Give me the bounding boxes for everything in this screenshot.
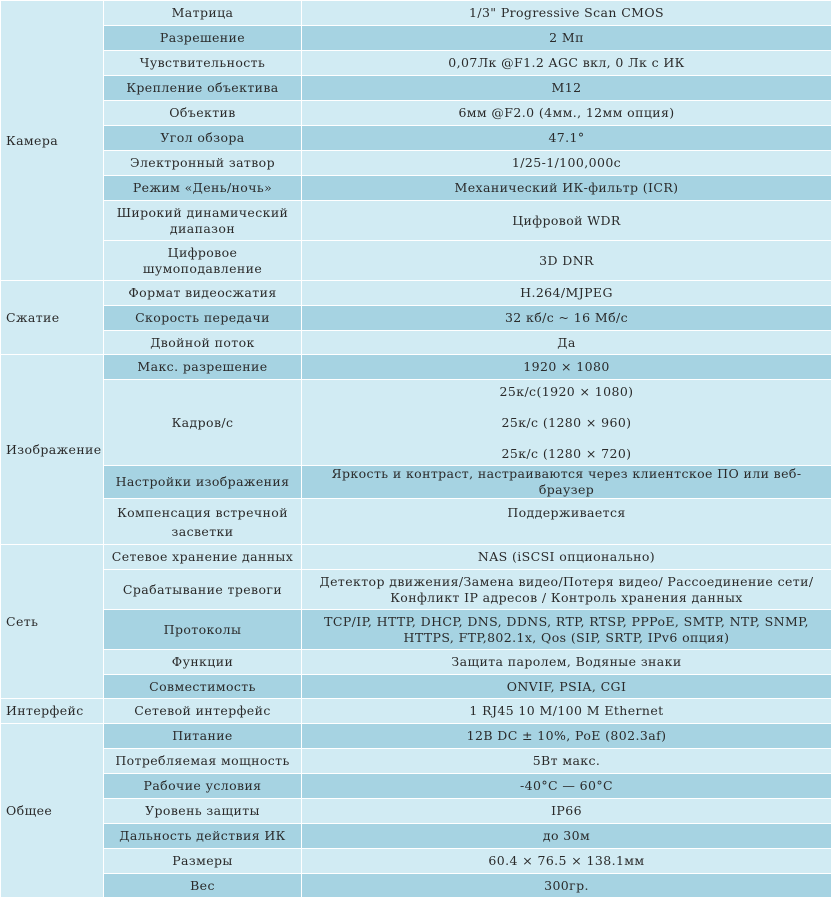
param-value: -40°C — 60°C xyxy=(302,774,831,799)
table-row xyxy=(1,610,831,650)
fps-value: 25к/с (1280 × 720) xyxy=(306,446,827,462)
param-label: Совместимость xyxy=(104,675,302,699)
param-value: 12В DC ± 10%, PoE (802.3af) xyxy=(302,724,831,749)
table-row xyxy=(1,749,831,774)
param-value: NAS (iSCSI опционально) xyxy=(302,545,831,570)
table-row xyxy=(1,570,831,610)
param-label: Чувствительность xyxy=(104,51,302,76)
table-row xyxy=(1,849,831,874)
table-row xyxy=(1,466,831,499)
param-value: 5Вт макс. xyxy=(302,749,831,774)
param-value: 2 Мп xyxy=(302,26,831,51)
param-value: Цифровой WDR xyxy=(302,201,831,241)
param-value: 1920 × 1080 xyxy=(302,355,831,380)
param-value: Яркость и контраст, настраиваются через клиентское ПО или веб-браузер xyxy=(302,466,831,499)
table-row xyxy=(1,151,831,176)
param-value: 32 кб/с ~ 16 Мб/с xyxy=(302,306,831,331)
table-row xyxy=(1,76,831,101)
table-row xyxy=(1,306,831,331)
table-row xyxy=(1,281,831,306)
param-value: Механический ИК-фильтр (ICR) xyxy=(302,176,831,201)
param-value: 1 RJ45 10 M/100 M Ethernet xyxy=(302,699,831,724)
group-camera: Камера xyxy=(1,1,104,281)
param-label: Скорость передачи xyxy=(104,306,302,331)
param-value: M12 xyxy=(302,76,831,101)
param-value: 6мм @F2.0 (4мм., 12мм опция) xyxy=(302,101,831,126)
table-row xyxy=(1,724,831,749)
param-label: Широкий динамический диапазон xyxy=(104,201,302,241)
param-label: Уровень защиты xyxy=(104,799,302,824)
param-label: Двойной поток xyxy=(104,331,302,355)
table-row xyxy=(1,201,831,241)
param-value: 1/3" Progressive Scan CMOS xyxy=(302,1,831,26)
table-row xyxy=(1,126,831,151)
param-value: 47.1° xyxy=(302,126,831,151)
param-value: 3D DNR xyxy=(302,241,831,281)
param-label: Матрица xyxy=(104,1,302,26)
param-label: Дальность действия ИК xyxy=(104,824,302,849)
param-label: Срабатывание тревоги xyxy=(104,570,302,610)
param-label: Кадров/с xyxy=(104,380,302,466)
param-label: Разрешение xyxy=(104,26,302,51)
param-label: Крепление объектива xyxy=(104,76,302,101)
table-row xyxy=(1,26,831,51)
table-row xyxy=(1,176,831,201)
param-value: 1/25-1/100,000с xyxy=(302,151,831,176)
table-row xyxy=(1,774,831,799)
param-value: 300гр. xyxy=(302,874,831,898)
table-row xyxy=(1,331,831,355)
group-image: Изображение xyxy=(1,355,104,545)
param-label: Цифровое шумоподавление xyxy=(104,241,302,281)
param-label: Протоколы xyxy=(104,610,302,650)
param-label: Режим «День/ночь» xyxy=(104,176,302,201)
param-label: Угол обзора xyxy=(104,126,302,151)
table-row xyxy=(1,545,831,570)
param-label: Потребляемая мощность xyxy=(104,749,302,774)
param-label: Сетевой интерфейс xyxy=(104,699,302,724)
table-row xyxy=(1,51,831,76)
param-value: до 30м xyxy=(302,824,831,849)
table-row xyxy=(1,1,831,26)
param-label: Питание xyxy=(104,724,302,749)
param-label: Макс. разрешение xyxy=(104,355,302,380)
param-label: Сетевое хранение данных xyxy=(104,545,302,570)
param-value: TCP/IP, HTTP, DHCP, DNS, DDNS, RTP, RTSP, PPPoE, SMTP, NTP, SNMP, HTTPS, FTP,802.1x, Qos (SIP, SRTP, IPv6 опция) xyxy=(302,610,831,650)
param-label: Вес xyxy=(104,874,302,898)
table-row xyxy=(1,699,831,724)
table-row xyxy=(1,355,831,380)
param-value: Поддерживается xyxy=(302,499,831,545)
param-value: IP66 xyxy=(302,799,831,824)
table-row xyxy=(1,799,831,824)
table-row xyxy=(1,499,831,545)
param-label: Компенсация встречной засветки xyxy=(104,499,302,545)
group-compression: Сжатие xyxy=(1,281,104,355)
group-interface: Интерфейс xyxy=(1,699,104,724)
group-network: Сеть xyxy=(1,545,104,699)
param-value: Защита паролем, Водяные знаки xyxy=(302,650,831,675)
fps-value: 25к/с(1920 × 1080) xyxy=(306,384,827,400)
param-label: Формат видеосжатия xyxy=(104,281,302,306)
table-row xyxy=(1,874,831,898)
param-label: Рабочие условия xyxy=(104,774,302,799)
param-value: Да xyxy=(302,331,831,355)
param-label: Функции xyxy=(104,650,302,675)
param-value-list xyxy=(302,380,831,466)
table-row xyxy=(1,380,831,466)
param-label: Электронный затвор xyxy=(104,151,302,176)
param-value: 0,07Лк @F1.2 AGC вкл, 0 Лк с ИК xyxy=(302,51,831,76)
table-row xyxy=(1,101,831,126)
group-general: Общее xyxy=(1,724,104,898)
table-row xyxy=(1,824,831,849)
fps-value: 25к/с (1280 × 960) xyxy=(306,415,827,431)
param-value: 60.4 × 76.5 × 138.1мм xyxy=(302,849,831,874)
param-value: H.264/MJPEG xyxy=(302,281,831,306)
table-row xyxy=(1,675,831,699)
param-value: Детектор движения/Замена видео/Потеря видео/ Рассоединение сети/ Конфликт IP адресов / Контроль хранения данных xyxy=(302,570,831,610)
param-label: Объектив xyxy=(104,101,302,126)
param-value: ONVIF, PSIA, CGI xyxy=(302,675,831,699)
param-label: Размеры xyxy=(104,849,302,874)
table-row xyxy=(1,241,831,281)
spec-table-body xyxy=(1,1,831,898)
param-label: Настройки изображения xyxy=(104,466,302,499)
table-row xyxy=(1,650,831,675)
